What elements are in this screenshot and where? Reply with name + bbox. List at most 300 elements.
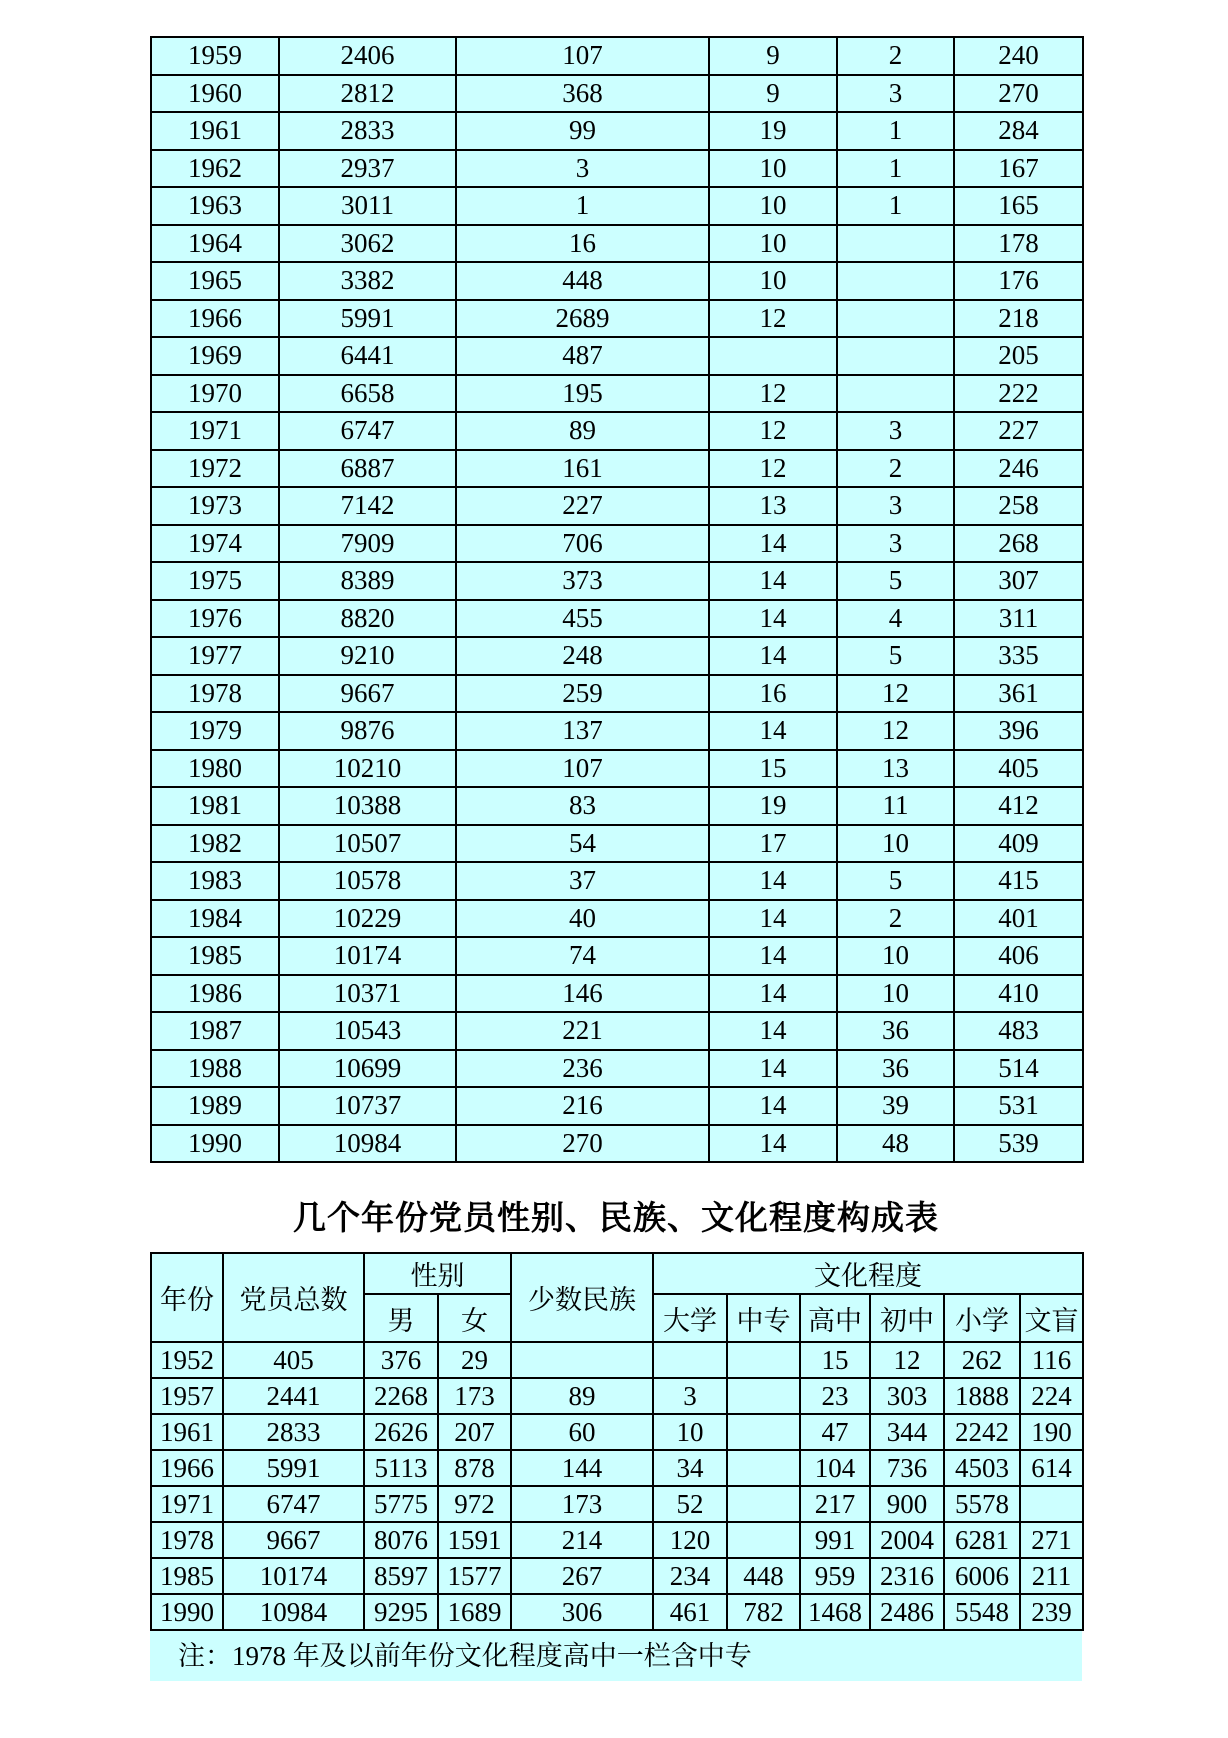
table-cell: 3 bbox=[653, 1378, 727, 1414]
table-cell: 5578 bbox=[944, 1486, 1020, 1522]
table-cell: 5775 bbox=[364, 1486, 438, 1522]
table-cell: 2316 bbox=[870, 1558, 944, 1594]
table-cell: 2937 bbox=[279, 150, 456, 188]
table-cell: 227 bbox=[456, 487, 709, 525]
table-cell: 2268 bbox=[364, 1378, 438, 1414]
composition-table-title: 几个年份党员性别、民族、文化程度构成表 bbox=[293, 1201, 939, 1237]
table-row bbox=[151, 112, 1083, 150]
table-cell: 307 bbox=[954, 562, 1083, 600]
table-row bbox=[151, 300, 1083, 338]
table-cell: 207 bbox=[438, 1414, 511, 1450]
table-cell: 3 bbox=[837, 525, 954, 563]
composition-table-body bbox=[151, 1342, 1083, 1630]
table-cell: 7909 bbox=[279, 525, 456, 563]
table-cell: 37 bbox=[456, 862, 709, 900]
table-cell: 2004 bbox=[870, 1522, 944, 1558]
table-row bbox=[151, 1594, 1083, 1630]
table-cell: 29 bbox=[438, 1342, 511, 1378]
table-cell: 9295 bbox=[364, 1594, 438, 1630]
table-cell: 10 bbox=[837, 825, 954, 863]
table-cell: 487 bbox=[456, 337, 709, 375]
table-row bbox=[151, 825, 1083, 863]
table-cell: 34 bbox=[653, 1450, 727, 1486]
table-cell: 9210 bbox=[279, 637, 456, 675]
table-cell: 2812 bbox=[279, 75, 456, 113]
table-cell: 5 bbox=[837, 562, 954, 600]
table-row bbox=[151, 337, 1083, 375]
table-cell: 1970 bbox=[151, 375, 279, 413]
table-cell: 217 bbox=[800, 1486, 870, 1522]
table-cell: 1961 bbox=[151, 112, 279, 150]
header-year: 年份 bbox=[151, 1253, 223, 1342]
table-cell: 2833 bbox=[279, 112, 456, 150]
table-cell: 9876 bbox=[279, 712, 456, 750]
table-cell: 190 bbox=[1020, 1414, 1083, 1450]
table-cell: 3062 bbox=[279, 225, 456, 263]
table-cell: 303 bbox=[870, 1378, 944, 1414]
table-cell: 10 bbox=[837, 975, 954, 1013]
table-cell: 10699 bbox=[279, 1050, 456, 1088]
table-cell: 2242 bbox=[944, 1414, 1020, 1450]
table-cell: 1984 bbox=[151, 900, 279, 938]
table-cell: 8389 bbox=[279, 562, 456, 600]
table-cell: 60 bbox=[511, 1414, 653, 1450]
table-cell: 39 bbox=[837, 1087, 954, 1125]
table-cell: 1971 bbox=[151, 412, 279, 450]
table-cell: 12 bbox=[709, 300, 837, 338]
table-cell: 4503 bbox=[944, 1450, 1020, 1486]
table-cell: 706 bbox=[456, 525, 709, 563]
table-cell: 1979 bbox=[151, 712, 279, 750]
table-cell: 14 bbox=[709, 525, 837, 563]
table-row bbox=[151, 787, 1083, 825]
table-cell: 3 bbox=[837, 412, 954, 450]
table-cell: 1577 bbox=[438, 1558, 511, 1594]
table-cell bbox=[727, 1522, 800, 1558]
table-cell: 14 bbox=[709, 562, 837, 600]
table-cell: 10 bbox=[653, 1414, 727, 1450]
table-row bbox=[151, 637, 1083, 675]
table-row bbox=[151, 1378, 1083, 1414]
table-cell: 2 bbox=[837, 37, 954, 75]
table-cell: 227 bbox=[954, 412, 1083, 450]
header-illiterate: 文盲 bbox=[1020, 1294, 1083, 1342]
table-cell: 15 bbox=[709, 750, 837, 788]
table-row bbox=[151, 1450, 1083, 1486]
table-cell: 224 bbox=[1020, 1378, 1083, 1414]
table-cell: 1957 bbox=[151, 1378, 223, 1414]
table-cell: 2833 bbox=[223, 1414, 364, 1450]
table-cell: 13 bbox=[709, 487, 837, 525]
table-row bbox=[151, 1125, 1083, 1163]
table-cell: 48 bbox=[837, 1125, 954, 1163]
table-row bbox=[151, 150, 1083, 188]
table-cell: 173 bbox=[438, 1378, 511, 1414]
table-cell: 539 bbox=[954, 1125, 1083, 1163]
header-gender: 性别 bbox=[364, 1253, 511, 1294]
table-cell: 12 bbox=[837, 675, 954, 713]
table-cell: 248 bbox=[456, 637, 709, 675]
header-primary-school: 小学 bbox=[944, 1294, 1020, 1342]
table-cell: 259 bbox=[456, 675, 709, 713]
table-cell: 409 bbox=[954, 825, 1083, 863]
table-cell: 1989 bbox=[151, 1087, 279, 1125]
table-cell: 6747 bbox=[279, 412, 456, 450]
table-cell: 3011 bbox=[279, 187, 456, 225]
table-cell: 8820 bbox=[279, 600, 456, 638]
table-cell bbox=[727, 1450, 800, 1486]
table-cell: 19 bbox=[709, 112, 837, 150]
table-cell: 1 bbox=[837, 187, 954, 225]
table-cell: 12 bbox=[709, 375, 837, 413]
table-cell: 12 bbox=[709, 412, 837, 450]
table-row bbox=[151, 262, 1083, 300]
table-cell: 3382 bbox=[279, 262, 456, 300]
table-cell: 1978 bbox=[151, 675, 279, 713]
table-cell: 14 bbox=[709, 1012, 837, 1050]
table-cell: 267 bbox=[511, 1558, 653, 1594]
table-cell: 900 bbox=[870, 1486, 944, 1522]
table-row bbox=[151, 675, 1083, 713]
table-cell: 1969 bbox=[151, 337, 279, 375]
table-cell: 246 bbox=[954, 450, 1083, 488]
table-cell: 6747 bbox=[223, 1486, 364, 1522]
table-cell: 14 bbox=[709, 1125, 837, 1163]
header-male: 男 bbox=[364, 1294, 438, 1342]
table-cell: 1971 bbox=[151, 1486, 223, 1522]
table-cell: 161 bbox=[456, 450, 709, 488]
table-cell: 5991 bbox=[223, 1450, 364, 1486]
table-row bbox=[151, 900, 1083, 938]
table-cell bbox=[837, 375, 954, 413]
table-cell: 361 bbox=[954, 675, 1083, 713]
table-cell: 1983 bbox=[151, 862, 279, 900]
table-cell: 6006 bbox=[944, 1558, 1020, 1594]
table-cell: 782 bbox=[727, 1594, 800, 1630]
header-university: 大学 bbox=[653, 1294, 727, 1342]
table-cell: 234 bbox=[653, 1558, 727, 1594]
table-cell: 236 bbox=[456, 1050, 709, 1088]
table-cell: 448 bbox=[727, 1558, 800, 1594]
header-technical-secondary: 中专 bbox=[727, 1294, 800, 1342]
table-row bbox=[151, 187, 1083, 225]
table-cell: 10737 bbox=[279, 1087, 456, 1125]
table-cell: 410 bbox=[954, 975, 1083, 1013]
table-cell: 448 bbox=[456, 262, 709, 300]
table-cell: 10 bbox=[837, 937, 954, 975]
header-ethnic-minority: 少数民族 bbox=[511, 1253, 653, 1342]
table-cell: 9 bbox=[709, 37, 837, 75]
table-cell: 107 bbox=[456, 750, 709, 788]
table-cell: 218 bbox=[954, 300, 1083, 338]
table-row bbox=[151, 412, 1083, 450]
table-cell bbox=[837, 225, 954, 263]
table-cell: 8076 bbox=[364, 1522, 438, 1558]
table-cell: 1980 bbox=[151, 750, 279, 788]
table-cell: 3 bbox=[837, 487, 954, 525]
header-education-level: 文化程度 bbox=[653, 1253, 1083, 1294]
table-cell: 16 bbox=[709, 675, 837, 713]
table-cell: 240 bbox=[954, 37, 1083, 75]
table-cell: 1981 bbox=[151, 787, 279, 825]
table-cell: 2689 bbox=[456, 300, 709, 338]
table-row bbox=[151, 75, 1083, 113]
table-row bbox=[151, 862, 1083, 900]
table-cell: 1964 bbox=[151, 225, 279, 263]
table-cell: 4 bbox=[837, 600, 954, 638]
table-row bbox=[151, 450, 1083, 488]
table-cell: 1 bbox=[456, 187, 709, 225]
table-row bbox=[151, 975, 1083, 1013]
table-header-row bbox=[151, 1253, 1083, 1294]
table-cell: 7142 bbox=[279, 487, 456, 525]
table-cell: 1978 bbox=[151, 1522, 223, 1558]
table-cell: 12 bbox=[870, 1342, 944, 1378]
table-cell: 11 bbox=[837, 787, 954, 825]
table-cell: 10 bbox=[709, 187, 837, 225]
table-cell: 262 bbox=[944, 1342, 1020, 1378]
table-cell: 1986 bbox=[151, 975, 279, 1013]
table-cell: 5991 bbox=[279, 300, 456, 338]
table-cell: 10543 bbox=[279, 1012, 456, 1050]
table-cell: 165 bbox=[954, 187, 1083, 225]
table-cell: 396 bbox=[954, 712, 1083, 750]
table-cell: 270 bbox=[456, 1125, 709, 1163]
table-cell: 14 bbox=[709, 975, 837, 1013]
table-cell bbox=[727, 1414, 800, 1450]
table-cell: 1 bbox=[837, 150, 954, 188]
table-cell: 1990 bbox=[151, 1594, 223, 1630]
table-cell: 17 bbox=[709, 825, 837, 863]
table-cell: 14 bbox=[709, 1087, 837, 1125]
table-cell bbox=[511, 1342, 653, 1378]
table-cell: 14 bbox=[709, 1050, 837, 1088]
table-cell: 5 bbox=[837, 637, 954, 675]
table-cell: 1689 bbox=[438, 1594, 511, 1630]
table-cell: 178 bbox=[954, 225, 1083, 263]
table-cell: 9667 bbox=[223, 1522, 364, 1558]
table-cell: 116 bbox=[1020, 1342, 1083, 1378]
table-cell: 14 bbox=[709, 600, 837, 638]
table-cell: 376 bbox=[364, 1342, 438, 1378]
table-cell: 10578 bbox=[279, 862, 456, 900]
table-cell: 40 bbox=[456, 900, 709, 938]
table-cell: 10507 bbox=[279, 825, 456, 863]
table-cell: 19 bbox=[709, 787, 837, 825]
table-cell: 195 bbox=[456, 375, 709, 413]
table-cell: 335 bbox=[954, 637, 1083, 675]
table-cell: 1962 bbox=[151, 150, 279, 188]
table-cell: 146 bbox=[456, 975, 709, 1013]
table-cell: 373 bbox=[456, 562, 709, 600]
table-cell: 461 bbox=[653, 1594, 727, 1630]
table-cell: 216 bbox=[456, 1087, 709, 1125]
header-junior-high: 初中 bbox=[870, 1294, 944, 1342]
table-cell: 2 bbox=[837, 450, 954, 488]
table-cell: 10 bbox=[709, 225, 837, 263]
table-cell: 311 bbox=[954, 600, 1083, 638]
table-cell: 3 bbox=[456, 150, 709, 188]
table-cell: 1973 bbox=[151, 487, 279, 525]
table-cell: 6887 bbox=[279, 450, 456, 488]
table-cell: 167 bbox=[954, 150, 1083, 188]
table-cell: 5 bbox=[837, 862, 954, 900]
table-cell: 6441 bbox=[279, 337, 456, 375]
header-female: 女 bbox=[438, 1294, 511, 1342]
table-cell: 144 bbox=[511, 1450, 653, 1486]
table-row bbox=[151, 1414, 1083, 1450]
table-cell: 14 bbox=[709, 637, 837, 675]
table-row bbox=[151, 712, 1083, 750]
table-row bbox=[151, 225, 1083, 263]
table-row bbox=[151, 1522, 1083, 1558]
table-cell: 10174 bbox=[279, 937, 456, 975]
table-row bbox=[151, 375, 1083, 413]
table-cell: 306 bbox=[511, 1594, 653, 1630]
table-cell bbox=[653, 1342, 727, 1378]
table-cell: 9667 bbox=[279, 675, 456, 713]
table-cell: 1987 bbox=[151, 1012, 279, 1050]
table-cell: 221 bbox=[456, 1012, 709, 1050]
table-cell: 2 bbox=[837, 900, 954, 938]
table-cell: 8597 bbox=[364, 1558, 438, 1594]
table-cell: 1974 bbox=[151, 525, 279, 563]
table-row bbox=[151, 750, 1083, 788]
table-cell: 531 bbox=[954, 1087, 1083, 1125]
table-cell: 455 bbox=[456, 600, 709, 638]
table-cell: 1977 bbox=[151, 637, 279, 675]
table-cell: 1960 bbox=[151, 75, 279, 113]
table-cell: 83 bbox=[456, 787, 709, 825]
yearly-table-body bbox=[151, 37, 1083, 1162]
table-row bbox=[151, 600, 1083, 638]
table-cell: 1982 bbox=[151, 825, 279, 863]
table-cell: 36 bbox=[837, 1050, 954, 1088]
table-cell: 12 bbox=[709, 450, 837, 488]
table-cell: 9 bbox=[709, 75, 837, 113]
table-cell: 15 bbox=[800, 1342, 870, 1378]
table-row bbox=[151, 1558, 1083, 1594]
table-cell: 405 bbox=[954, 750, 1083, 788]
yearly-statistics-table-continued bbox=[150, 36, 1084, 1163]
table-cell: 415 bbox=[954, 862, 1083, 900]
composition-table bbox=[150, 1252, 1084, 1631]
table-cell: 1976 bbox=[151, 600, 279, 638]
table-cell: 14 bbox=[709, 900, 837, 938]
table-cell: 1975 bbox=[151, 562, 279, 600]
table-cell bbox=[727, 1342, 800, 1378]
table-footnote: 注：1978 年及以前年份文化程度高中一栏含中专 bbox=[150, 1631, 1082, 1681]
table-cell: 137 bbox=[456, 712, 709, 750]
table-cell: 6281 bbox=[944, 1522, 1020, 1558]
table-cell: 2406 bbox=[279, 37, 456, 75]
table-cell: 483 bbox=[954, 1012, 1083, 1050]
table-cell: 211 bbox=[1020, 1558, 1083, 1594]
table-cell: 13 bbox=[837, 750, 954, 788]
table-cell: 10984 bbox=[223, 1594, 364, 1630]
table-cell: 5548 bbox=[944, 1594, 1020, 1630]
table-cell: 176 bbox=[954, 262, 1083, 300]
table-row bbox=[151, 487, 1083, 525]
table-cell: 258 bbox=[954, 487, 1083, 525]
table-cell: 99 bbox=[456, 112, 709, 150]
table-cell: 1965 bbox=[151, 262, 279, 300]
table-cell: 16 bbox=[456, 225, 709, 263]
table-cell: 14 bbox=[709, 862, 837, 900]
table-row bbox=[151, 562, 1083, 600]
table-cell: 1888 bbox=[944, 1378, 1020, 1414]
table-cell: 205 bbox=[954, 337, 1083, 375]
table-cell: 10371 bbox=[279, 975, 456, 1013]
table-cell bbox=[837, 337, 954, 375]
table-cell: 405 bbox=[223, 1342, 364, 1378]
table-cell: 1961 bbox=[151, 1414, 223, 1450]
table-cell bbox=[837, 262, 954, 300]
table-cell: 89 bbox=[511, 1378, 653, 1414]
table-cell bbox=[709, 337, 837, 375]
table-row bbox=[151, 525, 1083, 563]
table-cell: 1959 bbox=[151, 37, 279, 75]
table-cell: 1 bbox=[837, 112, 954, 150]
table-cell: 271 bbox=[1020, 1522, 1083, 1558]
table-cell: 1966 bbox=[151, 300, 279, 338]
table-row bbox=[151, 1486, 1083, 1522]
table-cell: 10174 bbox=[223, 1558, 364, 1594]
header-total-members: 党员总数 bbox=[223, 1253, 364, 1342]
table-cell: 1591 bbox=[438, 1522, 511, 1558]
table-cell bbox=[837, 300, 954, 338]
table-cell: 47 bbox=[800, 1414, 870, 1450]
table-cell: 406 bbox=[954, 937, 1083, 975]
table-row bbox=[151, 1087, 1083, 1125]
table-cell: 10388 bbox=[279, 787, 456, 825]
table-cell: 10 bbox=[709, 262, 837, 300]
table-cell: 1952 bbox=[151, 1342, 223, 1378]
table-row bbox=[151, 937, 1083, 975]
table-cell: 2441 bbox=[223, 1378, 364, 1414]
table-cell: 1990 bbox=[151, 1125, 279, 1163]
table-cell: 6658 bbox=[279, 375, 456, 413]
table-row bbox=[151, 1050, 1083, 1088]
table-cell: 89 bbox=[456, 412, 709, 450]
table-cell: 5113 bbox=[364, 1450, 438, 1486]
table-cell: 12 bbox=[837, 712, 954, 750]
table-cell: 1468 bbox=[800, 1594, 870, 1630]
table-cell: 1988 bbox=[151, 1050, 279, 1088]
table-cell: 222 bbox=[954, 375, 1083, 413]
table-cell: 1972 bbox=[151, 450, 279, 488]
table-cell: 284 bbox=[954, 112, 1083, 150]
table-cell: 104 bbox=[800, 1450, 870, 1486]
table-cell: 959 bbox=[800, 1558, 870, 1594]
table-cell: 54 bbox=[456, 825, 709, 863]
table-cell: 14 bbox=[709, 937, 837, 975]
table-cell: 23 bbox=[800, 1378, 870, 1414]
table-cell: 991 bbox=[800, 1522, 870, 1558]
table-cell: 107 bbox=[456, 37, 709, 75]
table-cell: 10210 bbox=[279, 750, 456, 788]
table-cell: 52 bbox=[653, 1486, 727, 1522]
table-cell: 878 bbox=[438, 1450, 511, 1486]
table-cell: 10 bbox=[709, 150, 837, 188]
table-cell: 2626 bbox=[364, 1414, 438, 1450]
table-row bbox=[151, 1342, 1083, 1378]
table-cell: 173 bbox=[511, 1486, 653, 1522]
table-cell: 736 bbox=[870, 1450, 944, 1486]
table-cell bbox=[727, 1378, 800, 1414]
table-cell: 344 bbox=[870, 1414, 944, 1450]
table-cell bbox=[727, 1486, 800, 1522]
